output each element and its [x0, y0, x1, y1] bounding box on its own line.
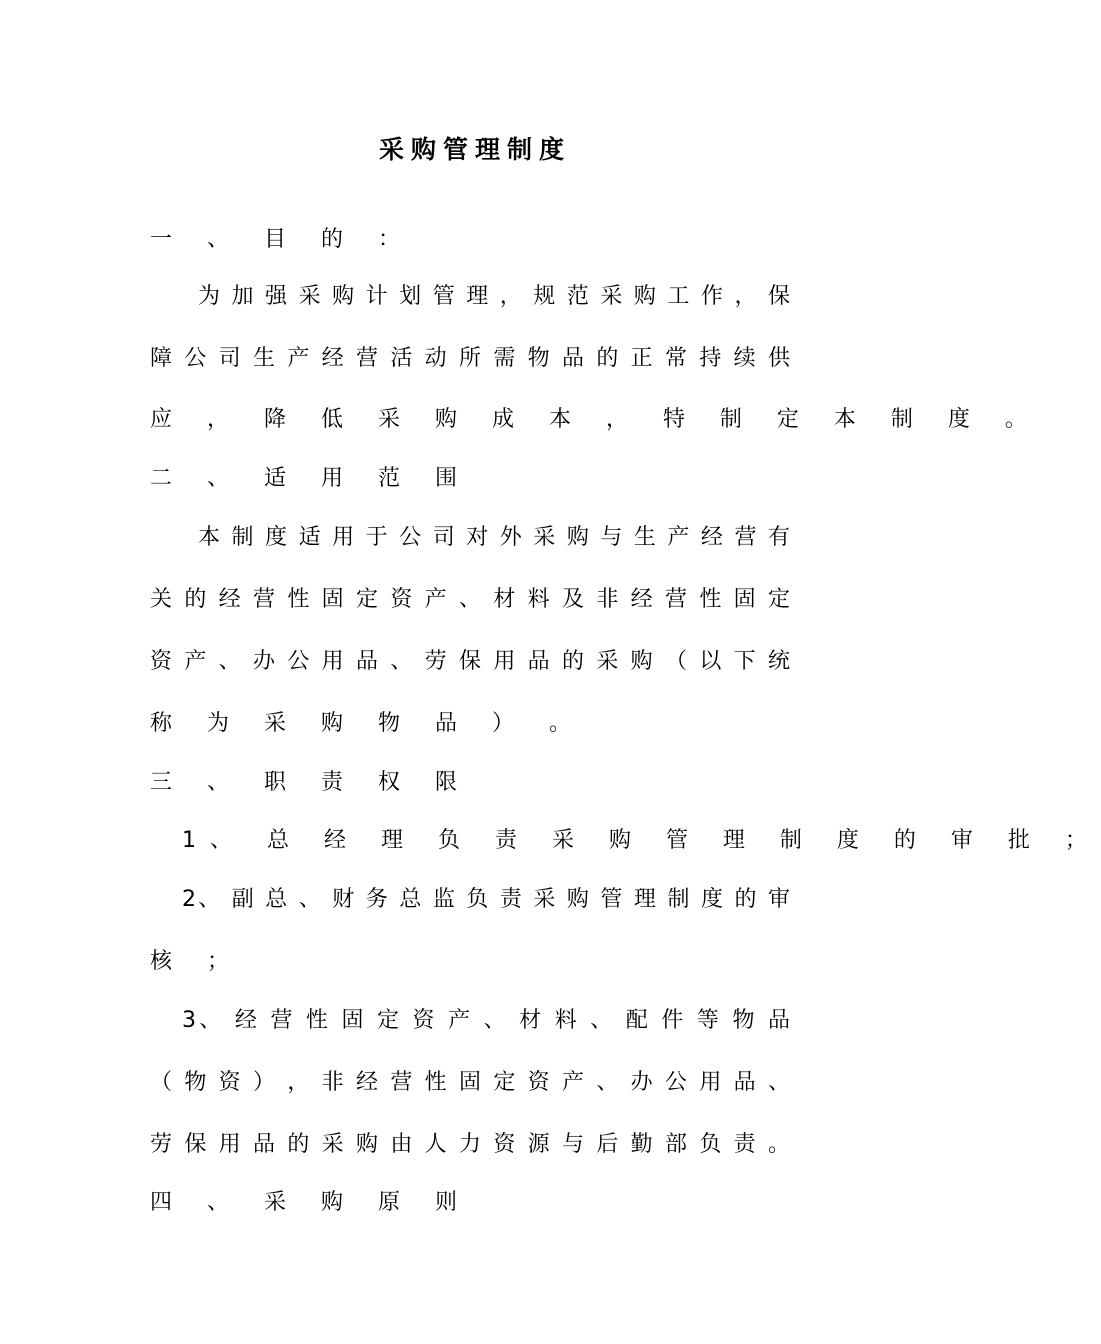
paragraph-line: 为 加 强 采 购 计 划 管 理 ， 规 范 采 购 工 作 ， 保 — [198, 284, 790, 309]
section-heading-principles: 四 、 采 购 原 则 — [150, 1190, 471, 1215]
paragraph-line: 本 制 度 适 用 于 公 司 对 外 采 购 与 生 产 经 营 有 — [198, 525, 790, 550]
paragraph-line: 核 ； — [150, 949, 243, 974]
paragraph-line: 资 产 、 办 公 用 品 、 劳 保 用 品 的 采 购 （ 以 下 统 — [150, 649, 790, 674]
paragraph-line: 关 的 经 营 性 固 定 资 产 、 材 料 及 非 经 营 性 固 定 — [150, 587, 790, 612]
paragraph-line: 障 公 司 生 产 经 营 活 动 所 需 物 品 的 正 常 持 续 供 — [150, 346, 790, 371]
paragraph-line: 劳 保 用 品 的 采 购 由 人 力 资 源 与 后 勤 部 负 责 。 — [150, 1132, 790, 1157]
section-heading-scope: 二 、 适 用 范 围 — [150, 466, 471, 491]
list-item: 3、 经 营 性 固 定 资 产 、 材 料 、 配 件 等 物 品 — [182, 1008, 790, 1033]
paragraph-line: 称 为 采 购 物 品 ） 。 — [150, 711, 585, 736]
document-title: 采购管理制度 — [378, 135, 571, 164]
list-item: 2、 副 总 、 财 务 总 监 负 责 采 购 管 理 制 度 的 审 — [182, 887, 790, 912]
paragraph-line: 应 ， 降 低 采 购 成 本 ， 特 制 定 本 制 度 。 — [150, 407, 1041, 432]
paragraph-line: （ 物 资 ） ， 非 经 营 性 固 定 资 产 、 办 公 用 品 、 — [150, 1070, 790, 1095]
section-heading-responsibilities: 三 、 职 责 权 限 — [150, 770, 471, 795]
list-item: 1、 总 经 理 负 责 采 购 管 理 制 度 的 审 批 ； — [182, 828, 1101, 853]
section-heading-purpose: 一 、 目 的 ： — [150, 227, 414, 252]
